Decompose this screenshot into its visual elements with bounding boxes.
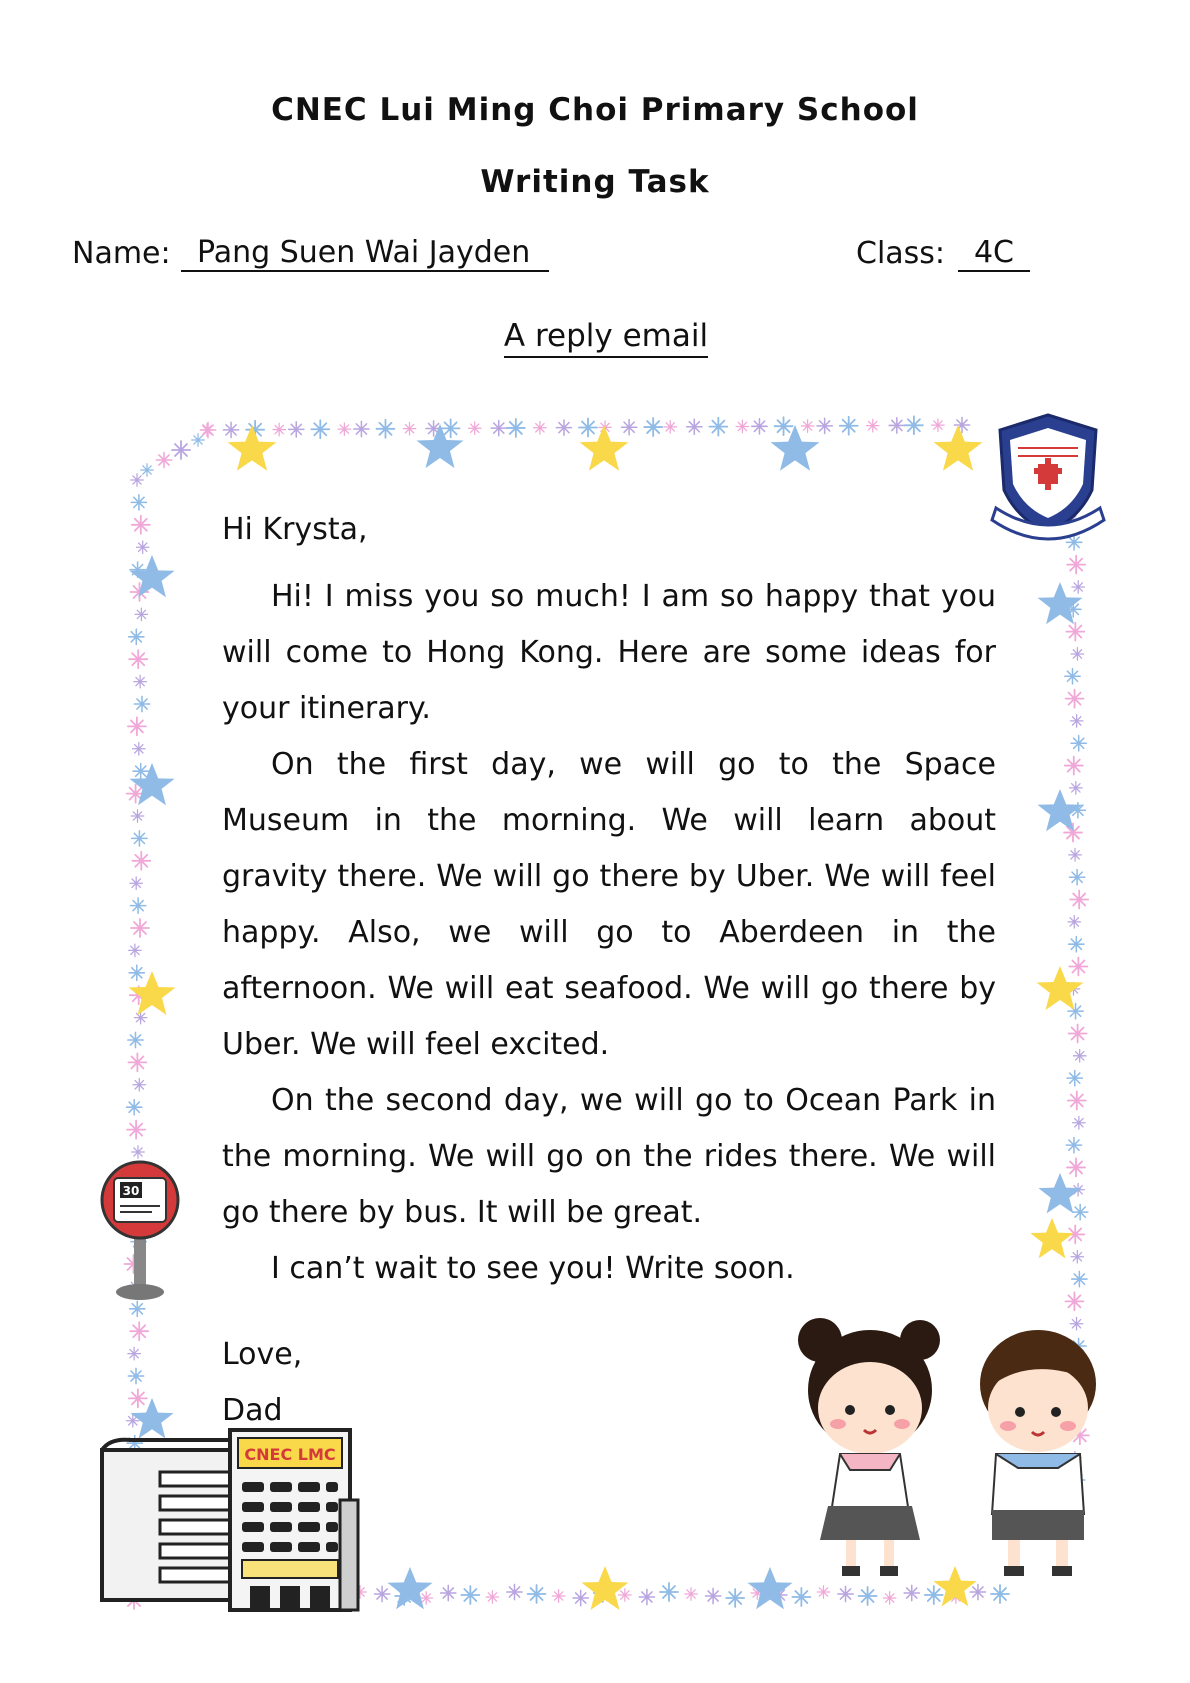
sparkle-icon [1066, 690, 1084, 708]
sparkle-icon [132, 852, 150, 870]
svg-text:30: 30 [122, 1184, 140, 1198]
sparkle-icon [664, 421, 677, 434]
subtitle-text: A reply email [504, 318, 708, 358]
star-icon [417, 424, 464, 468]
sparkle-icon [552, 1590, 565, 1603]
sparkle-icon [579, 419, 597, 437]
sparkle-icon [507, 1584, 522, 1599]
sparkle-icon [1071, 1250, 1084, 1263]
sparkle-icon [1073, 1116, 1086, 1129]
sparkle-icon [970, 1584, 985, 1599]
sparkle-icon [376, 420, 394, 438]
sparkle-icon [817, 1586, 830, 1599]
sparkle-icon [1069, 958, 1087, 976]
sparkle-icon [889, 418, 904, 433]
student-name: Pang Suen Wai Jayden [181, 236, 549, 272]
school-crest-icon [992, 415, 1104, 539]
sparkle-icon [905, 416, 923, 434]
sparkle-icon [1066, 623, 1084, 641]
school-building-icon [102, 1430, 358, 1610]
sparkle-icon [289, 422, 304, 437]
sparkle-icon [128, 1368, 143, 1383]
letter-greeting: Hi Krysta, [222, 512, 368, 547]
sparkle-icon [644, 418, 662, 436]
sign-off: Love, [222, 1337, 303, 1372]
sparkle-icon [1066, 1137, 1081, 1152]
sparkle-icon [127, 1100, 142, 1115]
star-icon [1030, 1218, 1073, 1258]
sparkle-icon [904, 1585, 919, 1600]
sparkle-icon [925, 1586, 943, 1604]
sparkle-icon [172, 441, 190, 459]
sparkle-icon [1069, 849, 1082, 862]
name-label: Name: [72, 236, 171, 271]
star-icon [580, 425, 629, 471]
sparkle-icon [660, 1583, 678, 1601]
sparkle-icon [132, 516, 150, 534]
sparkle-icon [133, 743, 146, 756]
sparkle-icon [403, 422, 416, 435]
star-icon [934, 425, 983, 471]
sparkle-icon [1067, 1070, 1082, 1085]
sparkle-icon [134, 696, 149, 711]
sparkle-icon [134, 1011, 147, 1024]
sparkle-icon [129, 650, 147, 668]
sparkle-icon [1069, 1024, 1087, 1042]
sparkle-icon [442, 419, 460, 437]
sparkle-icon [374, 1586, 389, 1601]
sparkle-icon [709, 418, 727, 436]
sparkle-icon [1064, 824, 1082, 842]
sparkle-icon [859, 1587, 877, 1605]
sparkle-icon [775, 417, 793, 435]
star-icon [130, 1398, 173, 1438]
star-icon [129, 555, 174, 597]
sparkle-icon [817, 418, 832, 433]
sparkle-icon [354, 421, 369, 436]
sparkle-icon [932, 419, 945, 432]
sparkle-icon [1071, 736, 1086, 751]
sparkle-icon [752, 419, 767, 434]
sparkle-icon [1072, 1271, 1087, 1286]
sparkle-icon [130, 898, 145, 913]
sparkle-icon [132, 1146, 145, 1159]
paragraph: I can’t wait to see you! Write soon. [271, 1251, 795, 1286]
sparkle-icon [1068, 916, 1081, 929]
sparkle-icon [129, 1389, 147, 1407]
sparkle-icon [801, 420, 814, 433]
sparkle-icon [130, 1322, 148, 1340]
sparkle-icon [129, 965, 144, 980]
sparkle-icon [1069, 870, 1084, 885]
paragraph: On the first day, we will go to the Space Museum in the morning. We will learn about gravity there. We will go there by Uber. We will feel happy. Also, we will go to Aberdeen in the afternoon. We will eat seafood. We will go there by Uber. We will feel excited. [222, 747, 996, 1062]
sparkle-icon [468, 422, 481, 435]
sparkle-icon [129, 944, 142, 957]
sparkle-icon [132, 831, 147, 846]
sparkle-icon [838, 1586, 853, 1601]
sparkle-icon [311, 420, 329, 438]
sparkle-icon [534, 421, 547, 434]
sparkle-icon [128, 1053, 146, 1071]
sparkle-icon [991, 1585, 1009, 1603]
sparkle-icon [840, 417, 858, 435]
sparkle-icon [129, 629, 144, 644]
sparkle-icon [441, 1585, 456, 1600]
sparkle-icon [1070, 715, 1083, 728]
sparkle-icon [141, 464, 154, 477]
sparkle-icon [1073, 1204, 1088, 1219]
sparkle-icon [133, 1079, 146, 1092]
sparkle-icon [136, 541, 149, 554]
sparkle-icon [619, 1589, 632, 1602]
sparkle-icon [128, 717, 146, 735]
signature: Dad [222, 1393, 283, 1428]
sparkle-icon [133, 764, 148, 779]
sparkle-icon [338, 423, 351, 436]
sparkle-icon [726, 1589, 744, 1607]
sparkle-icon [883, 1592, 896, 1605]
sparkle-icon [1070, 782, 1083, 795]
sparkle-icon [461, 1586, 479, 1604]
sparkle-icon [1072, 581, 1085, 594]
task-title: Writing Task [480, 164, 710, 200]
sparkle-icon [639, 1589, 654, 1604]
sparkle-icon [131, 474, 144, 487]
star-icon [582, 1566, 629, 1610]
letter-body [222, 569, 996, 1297]
paragraph: On the second day, we will go to Ocean Park in the morning. We will go on the rides there. We will go there by bus. It will be great. [222, 1083, 996, 1230]
sparkle-icon [1067, 556, 1085, 574]
sparkle-icon [528, 1585, 546, 1603]
sparkle-icon [1071, 648, 1084, 661]
building-sign-text: CNEC LMC [244, 1445, 336, 1464]
class-value: 4C [958, 236, 1030, 272]
sparkle-icon [685, 1588, 698, 1601]
star-icon [228, 425, 277, 471]
paragraph: Hi! I miss you so much! I am so happy that you will come to Hong Kong. Here are some ideas for your itinerary. [222, 579, 996, 726]
sparkle-icon [507, 419, 525, 437]
school-name: CNEC Lui Ming Choi Primary School [271, 92, 919, 128]
letter-closing [222, 1327, 996, 1439]
sparkle-icon [1070, 1317, 1083, 1330]
sparkle-icon [1069, 937, 1084, 952]
sparkle-icon [1067, 1158, 1085, 1176]
star-icon [1037, 966, 1084, 1010]
sparkle-icon [866, 419, 879, 432]
sparkle-icon [156, 452, 171, 467]
sparkle-icon [1073, 1050, 1086, 1063]
sparkle-icon [135, 608, 148, 621]
sparkle-icon [130, 1301, 145, 1316]
sparkle-icon [223, 422, 238, 437]
sparkle-icon [131, 919, 149, 937]
sparkle-icon [556, 420, 571, 435]
sparkle-icon [1065, 669, 1080, 684]
sparkle-icon [736, 420, 749, 433]
class-label: Class: [856, 236, 946, 271]
sparkle-icon [200, 422, 215, 437]
sparkle-icon [687, 419, 702, 434]
star-icon [1037, 582, 1082, 624]
sparkle-icon [128, 1032, 143, 1047]
sparkle-icon [130, 877, 143, 890]
sparkle-icon [128, 1347, 141, 1360]
sparkle-icon [1065, 757, 1083, 775]
sparkle-icon [621, 420, 636, 435]
bus-stop-sign-icon [102, 1162, 178, 1300]
sparkle-icon [705, 1588, 720, 1603]
sparkle-icon [1068, 1091, 1086, 1109]
star-icon [747, 1567, 792, 1609]
sparkle-icon [491, 420, 506, 435]
sparkle-icon [127, 1121, 145, 1139]
sparkle-icon [1070, 891, 1088, 909]
sparkle-icon [131, 810, 144, 823]
sparkle-icon [1065, 1292, 1083, 1310]
sparkle-icon [486, 1591, 499, 1604]
sparkle-icon [131, 495, 146, 510]
sparkle-icon [273, 423, 286, 436]
sparkle-icon [792, 1588, 810, 1606]
sparkle-icon [134, 675, 147, 688]
sparkle-icon [573, 1590, 588, 1605]
